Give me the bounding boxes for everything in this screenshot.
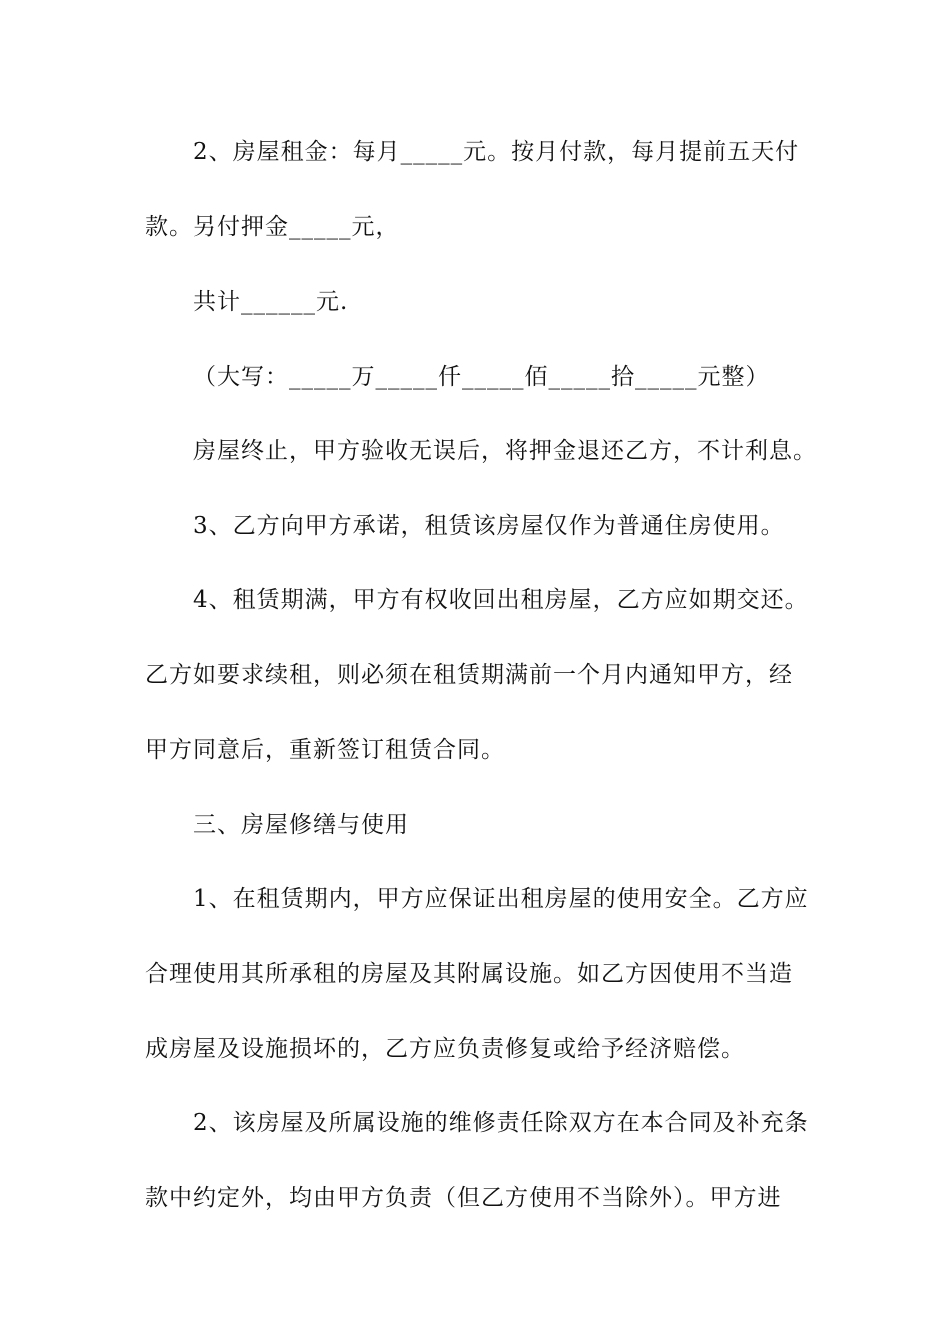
lease-expiry-line-2: 乙方如要求续租，则必须在租赁期满前一个月内通知甲方，经 xyxy=(145,662,793,688)
rent-uppercase-line: （大写：_____万_____仟_____佰_____拾_____元整） xyxy=(193,364,770,390)
deposit-refund-line: 房屋终止，甲方验收无误后，将押金退还乙方，不计利息。 xyxy=(193,438,817,464)
section-heading-repair: 三、房屋修缮与使用 xyxy=(193,812,409,838)
lease-expiry-line-1: 4、租赁期满，甲方有权收回出租房屋，乙方应如期交还。 xyxy=(193,587,809,613)
usage-commitment-line: 3、乙方向甲方承诺，租赁该房屋仅作为普通住房使用。 xyxy=(193,513,785,539)
repair-clause-2-line-1: 2、该房屋及所属设施的维修责任除双方在本合同及补充条 xyxy=(193,1110,809,1136)
repair-clause-1-line-1: 1、在租赁期内，甲方应保证出租房屋的使用安全。乙方应 xyxy=(193,886,809,912)
repair-clause-1-line-3: 成房屋及设施损坏的，乙方应负责修复或给予经济赔偿。 xyxy=(145,1036,745,1062)
repair-clause-2-line-2: 款中约定外，均由甲方负责（但乙方使用不当除外）。甲方进 xyxy=(145,1185,782,1211)
lease-expiry-line-3: 甲方同意后，重新签订租赁合同。 xyxy=(145,737,505,763)
rent-total-line: 共计______元. xyxy=(193,289,349,315)
rent-clause-line-2: 款。另付押金_____元， xyxy=(145,214,400,240)
repair-clause-1-line-2: 合理使用其所承租的房屋及其附属设施。如乙方因使用不当造 xyxy=(145,961,793,987)
rent-clause-line-1: 2、房屋租金：每月_____元。按月付款，每月提前五天付 xyxy=(193,139,800,165)
